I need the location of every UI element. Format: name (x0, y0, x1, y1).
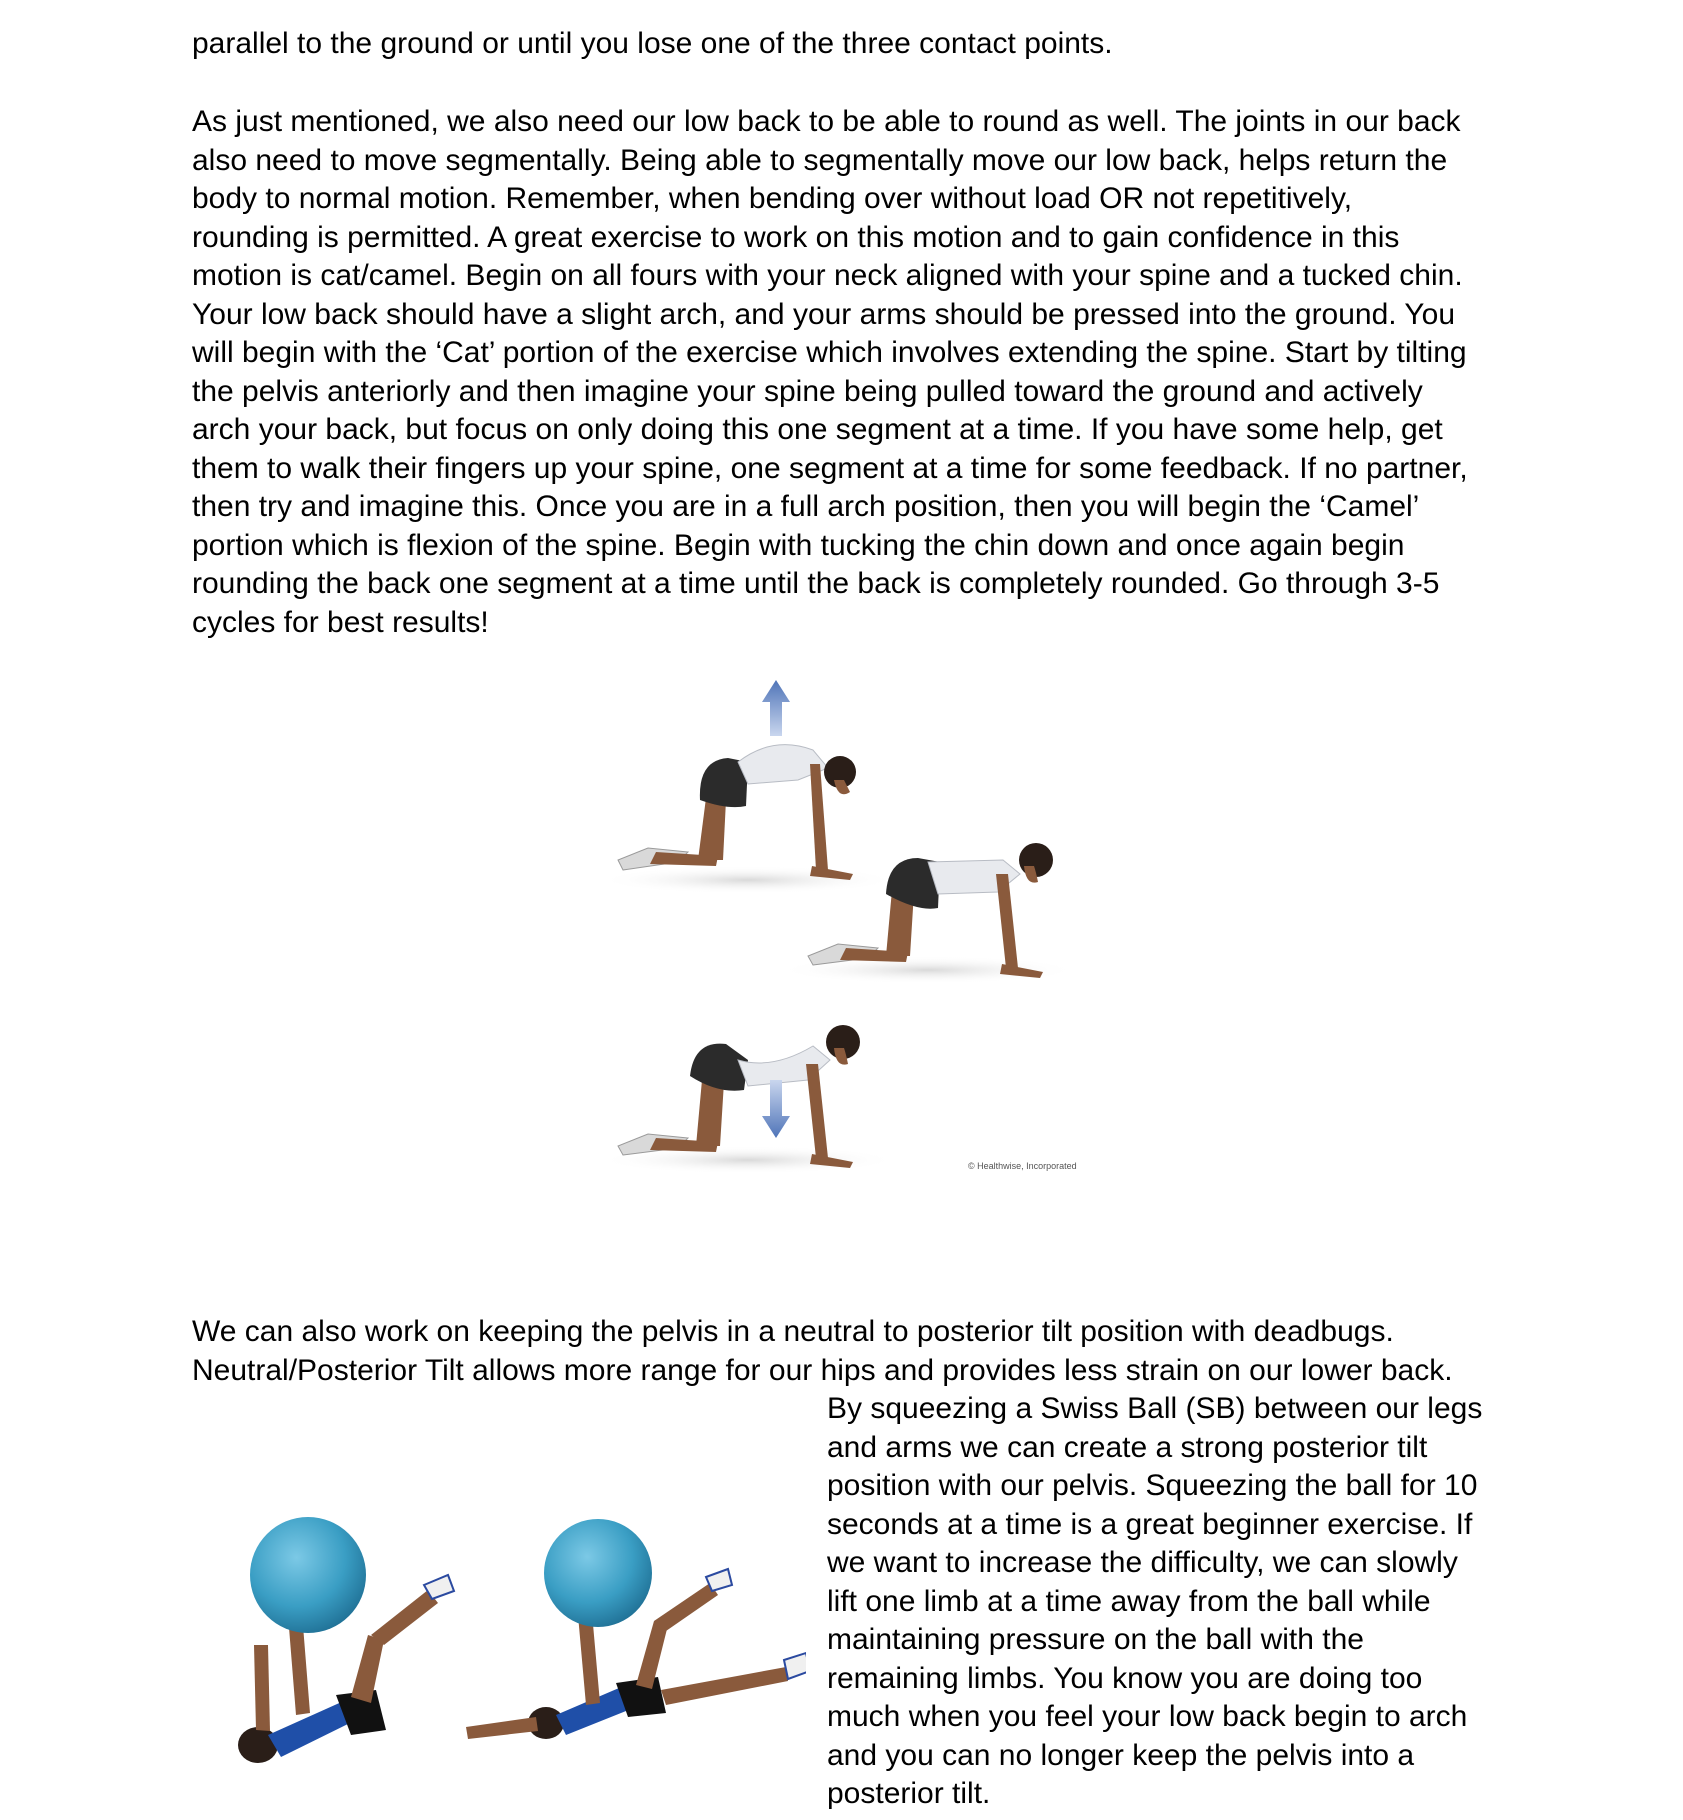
text-line: arch your back, but focus on only doing this one segment at a time. If you have some help, get (192, 413, 1443, 446)
text-line: Neutral/Posterior Tilt allows more range for our hips and provides less strain on our lower back. (192, 1353, 1453, 1387)
deadbug-extended-position (466, 1519, 806, 1739)
text-line: them to walk their fingers up your spine, one segment at a time for some feedback. If no partner, (192, 451, 1468, 485)
text-line: body to normal motion. Remember, when bending over without load OR not repetitively, (192, 182, 1353, 215)
text-line: much when you feel your low back begin to arch (827, 1700, 1468, 1733)
text-line: posterior tilt. (827, 1777, 991, 1810)
text-line: we want to increase the difficulty, we can slowly (827, 1546, 1458, 1579)
text-line: position with our pelvis. Squeezing the ball for 10 (827, 1469, 1478, 1502)
text-line: As just mentioned, we also need our low back to be able to round as well. The joints in our back (192, 105, 1461, 138)
figure-rounded-back (598, 680, 898, 894)
arrow-down-icon (762, 1080, 790, 1138)
text-line: will begin with the ‘Cat’ portion of the exercise which involves extending the spine. Start by tilting (192, 336, 1467, 369)
text-line: the pelvis anteriorly and then imagine your spine being pulled toward the ground and actively (192, 374, 1423, 408)
text-line: We can also work on keeping the pelvis in a neutral to posterior tilt position with deadbugs. (192, 1315, 1394, 1348)
text-line: parallel to the ground or until you lose one of the three contact points. (192, 27, 1113, 60)
text-line: also need to move segmentally. Being able to segmentally move our low back, helps return the (192, 143, 1448, 177)
deadbug-swiss-ball-illustration (196, 1495, 806, 1795)
text-line: and arms we can create a strong posterior tilt (827, 1430, 1428, 1464)
text-line: rounding the back one segment at a time until the back is completely rounded. Go through 3-5 (192, 567, 1440, 600)
arrow-up-icon (762, 680, 790, 736)
text-line: rounding is permitted. A great exercise to work on this motion and to gain confidence in this (192, 220, 1400, 254)
text-line: seconds at a time is a great beginner exercise. If (827, 1507, 1473, 1541)
text-line: portion which is flexion of the spine. Begin with tucking the chin down and once again begin (192, 528, 1405, 562)
text-line: maintaining pressure on the ball with the (827, 1623, 1364, 1656)
text-line: motion is cat/camel. Begin on all fours with your neck aligned with your spine and a tucked chin. (192, 259, 1463, 292)
deadbug-start-position (196, 1503, 456, 1763)
text-line: remaining limbs. You know you are doing too (827, 1661, 1423, 1695)
text-line: Your low back should have a slight arch, and your arms should be pressed into the ground. You (192, 297, 1456, 331)
text-line: and you can no longer keep the pelvis into a (827, 1738, 1415, 1772)
image-credit: © Healthwise, Incorporated (968, 1161, 1077, 1171)
paragraph-swiss-ball (827, 1390, 1507, 1814)
text-line: By squeezing a Swiss Ball (SB) between our legs (827, 1392, 1483, 1425)
figure-arched-back (598, 1025, 898, 1174)
paragraph-contact-points (192, 25, 1502, 64)
cat-camel-illustration (598, 680, 1098, 1195)
text-line: then try and imagine this. Once you are in a full arch position, then you will begin the ‘Camel’ (192, 490, 1420, 523)
paragraph-deadbugs-intro (192, 1313, 1502, 1390)
text-line: cycles for best results! (192, 605, 489, 639)
text-line: lift one limb at a time away from the ball while (827, 1584, 1431, 1618)
paragraph-cat-camel (192, 103, 1502, 642)
